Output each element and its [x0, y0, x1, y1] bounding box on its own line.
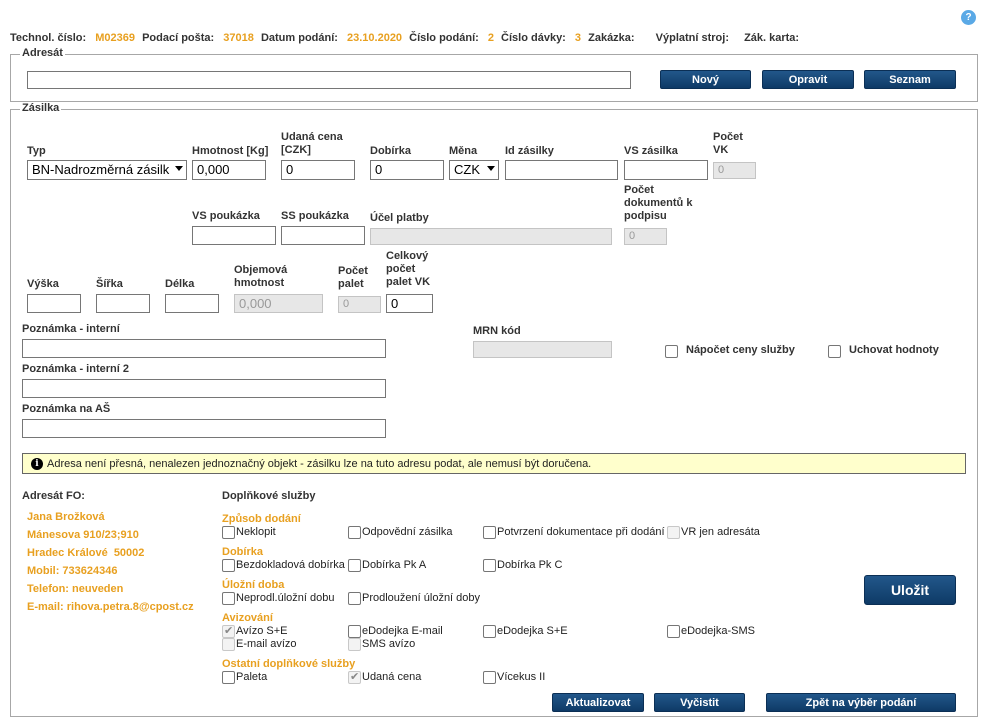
bezdokl-checkbox[interactable]: [222, 559, 235, 572]
id-label: Id zásilky: [505, 145, 554, 157]
vs-label: VS zásilka: [624, 145, 678, 157]
adresat-fo-title: Adresát FO:: [22, 490, 85, 502]
keep-values-checkbox[interactable]: [828, 345, 841, 358]
header-bar: [10, 32, 799, 44]
docs-label: Počet dokumentů k podpisu: [624, 184, 693, 222]
odpovedni-label: Odpovědní zásilka: [362, 526, 453, 538]
chevron-down-icon: [175, 166, 183, 171]
vk-input: 0: [713, 162, 756, 179]
tech-label: Technol. číslo:: [10, 32, 87, 44]
fo-name: Jana Brožková: [27, 511, 105, 523]
pka-label: Dobírka Pk A: [362, 559, 427, 571]
potvrzeni-checkbox[interactable]: [483, 526, 496, 539]
section-dobirka: Dobírka: [222, 546, 263, 558]
docs-input: 0: [624, 228, 667, 245]
height-label: Výška: [27, 278, 59, 290]
ss-pouk-input[interactable]: [281, 226, 365, 245]
batch-value: 3: [574, 32, 582, 44]
purpose-input: [370, 228, 612, 245]
back-button[interactable]: Zpět na výběr podání: [766, 693, 956, 712]
height-input[interactable]: [27, 294, 81, 313]
currency-select-value: CZK: [454, 162, 480, 177]
date-value: 23.10.2020: [347, 32, 403, 44]
length-label: Délka: [165, 278, 195, 290]
info-icon: i: [31, 458, 43, 470]
edodejka-sms-checkbox[interactable]: [667, 625, 680, 638]
order-label: Zakázka:: [588, 32, 635, 44]
odpovedni-checkbox[interactable]: [348, 526, 361, 539]
mrn-input: [473, 341, 612, 358]
help-icon[interactable]: ?: [961, 10, 976, 25]
width-label: Šířka: [96, 278, 123, 290]
id-input[interactable]: [505, 160, 618, 180]
neprodl-label: Neprodl.úložní dobu: [236, 592, 335, 604]
edodejka-se-checkbox[interactable]: [483, 625, 496, 638]
note-int-input[interactable]: [22, 339, 386, 358]
vr-checkbox: [667, 526, 680, 539]
cod-input[interactable]: 0: [370, 160, 444, 180]
note-as-label: Poznámka na AŠ: [22, 403, 111, 415]
vs-pouk-label: VS poukázka: [192, 210, 260, 222]
post-value: 37018: [223, 32, 254, 44]
pallets-label: Počet palet: [338, 265, 368, 290]
cod-label: Dobírka: [370, 145, 411, 157]
price-input[interactable]: 0: [281, 160, 355, 180]
sms-avizo-label: SMS avízo: [362, 638, 416, 650]
mrn-label: MRN kód: [473, 325, 521, 337]
fo-email: E-mail: rihova.petra.8@cpost.cz: [27, 601, 194, 613]
machine-label: Výplatní stroj:: [655, 32, 729, 44]
save-button[interactable]: Uložit: [864, 575, 956, 605]
section-ulozni: Úložní doba: [222, 579, 285, 591]
email-avizo-checkbox: [222, 638, 235, 651]
bezdokl-label: Bezdokladová dobírka: [236, 559, 345, 571]
new-button[interactable]: Nový: [660, 70, 751, 89]
note-int-label: Poznámka - interní: [22, 323, 120, 335]
weight-label: Hmotnost [Kg]: [192, 145, 269, 157]
pallets-input: 0: [338, 296, 381, 313]
clear-button[interactable]: Vyčistit: [654, 693, 745, 712]
edodejka-se-label: eDodejka S+E: [497, 625, 568, 637]
potvrzeni-label: Potvrzení dokumentace při dodání: [497, 526, 665, 538]
vs-pouk-input[interactable]: [192, 226, 276, 245]
pkc-checkbox[interactable]: [483, 559, 496, 572]
keep-values-label: Uchovat hodnoty: [849, 344, 939, 356]
note-int2-label: Poznámka - interní 2: [22, 363, 129, 375]
zasilka-legend: Zásilka: [22, 102, 60, 114]
pka-checkbox[interactable]: [348, 559, 361, 572]
width-input[interactable]: [96, 294, 150, 313]
price-label: Udaná cena [CZK]: [281, 131, 343, 156]
edodejka-email-label: eDodejka E-mail: [362, 625, 443, 637]
prodlouzeni-checkbox[interactable]: [348, 592, 361, 605]
prodlouzeni-label: Prodloužení úložní doby: [362, 592, 481, 604]
ss-pouk-label: SS poukázka: [281, 210, 349, 222]
section-delivery: Způsob dodání: [222, 513, 301, 525]
section-avizovani: Avizování: [222, 612, 273, 624]
note-int2-input[interactable]: [22, 379, 386, 398]
vicekus-checkbox[interactable]: [483, 671, 496, 684]
vk-label: Počet VK: [713, 131, 743, 156]
vr-label: VR jen adresáta: [681, 526, 760, 538]
calc-price-label: Nápočet ceny služby: [686, 344, 795, 356]
udana-checkbox: [348, 671, 361, 684]
update-button[interactable]: Aktualizovat: [552, 693, 644, 712]
fo-street: Mánesova 910/23;910: [27, 529, 139, 541]
udana-label: Udaná cena: [362, 671, 422, 683]
adresat-input[interactable]: [27, 71, 631, 89]
card-label: Zák. karta:: [744, 32, 800, 44]
typ-label: Typ: [27, 145, 46, 157]
info-bar: [22, 453, 966, 474]
tech-value: M02369: [95, 32, 136, 44]
section-ostatni: Ostatní doplňkové služby: [222, 658, 356, 670]
list-button[interactable]: Seznam: [864, 70, 956, 89]
adresat-legend: Adresát: [22, 47, 63, 59]
total-pallets-label: Celkový počet palet VK: [386, 250, 431, 288]
date-label: Datum podání:: [260, 32, 338, 44]
chevron-down-icon: [487, 166, 495, 171]
submission-value: 2: [487, 32, 494, 44]
edit-button[interactable]: Opravit: [762, 70, 854, 89]
post-label: Podací pošta:: [142, 32, 215, 44]
paleta-checkbox[interactable]: [222, 671, 235, 684]
length-input[interactable]: [165, 294, 219, 313]
neklopit-label: Neklopit: [236, 526, 276, 538]
vs-input[interactable]: [624, 160, 708, 180]
avizo-se-label: Avízo S+E: [236, 625, 288, 637]
batch-label: Číslo dávky:: [501, 32, 566, 44]
fo-mobile: Mobil: 733624346: [27, 565, 118, 577]
pkc-label: Dobírka Pk C: [497, 559, 563, 571]
info-message: Adresa není přesná, nenalezen jednoznačný objekt - zásilku lze na tuto adresu podat, ale nemusí být doručena.: [47, 458, 592, 470]
total-pallets-input[interactable]: 0: [386, 294, 433, 313]
typ-select[interactable]: [27, 160, 187, 180]
vicekus-label: Vícekus II: [497, 671, 546, 683]
paleta-label: Paleta: [236, 671, 268, 683]
email-avizo-label: E-mail avízo: [236, 638, 297, 650]
fo-city: Hradec Králové 50002: [27, 547, 145, 559]
neprodl-checkbox[interactable]: [222, 592, 235, 605]
calc-price-checkbox[interactable]: [665, 345, 678, 358]
volume-label: Objemová hmotnost: [234, 264, 288, 289]
purpose-label: Účel platby: [370, 212, 429, 224]
currency-select[interactable]: [449, 160, 499, 180]
edodejka-sms-label: eDodejka-SMS: [681, 625, 755, 637]
neklopit-checkbox[interactable]: [222, 526, 235, 539]
currency-label: Měna: [449, 145, 478, 157]
volume-input: 0,000: [234, 294, 323, 313]
avizo-se-checkbox: [222, 625, 235, 638]
typ-select-value: BN-Nadrozměrná zásilk: [32, 162, 170, 177]
sms-avizo-checkbox: [348, 638, 361, 651]
fo-phone: Telefon: neuveden: [27, 583, 124, 595]
submission-label: Číslo podání:: [409, 32, 479, 44]
edodejka-email-checkbox[interactable]: [348, 625, 361, 638]
weight-input[interactable]: 0,000: [192, 160, 266, 180]
note-as-input[interactable]: [22, 419, 386, 438]
services-title: Doplňkové služby: [222, 490, 316, 502]
